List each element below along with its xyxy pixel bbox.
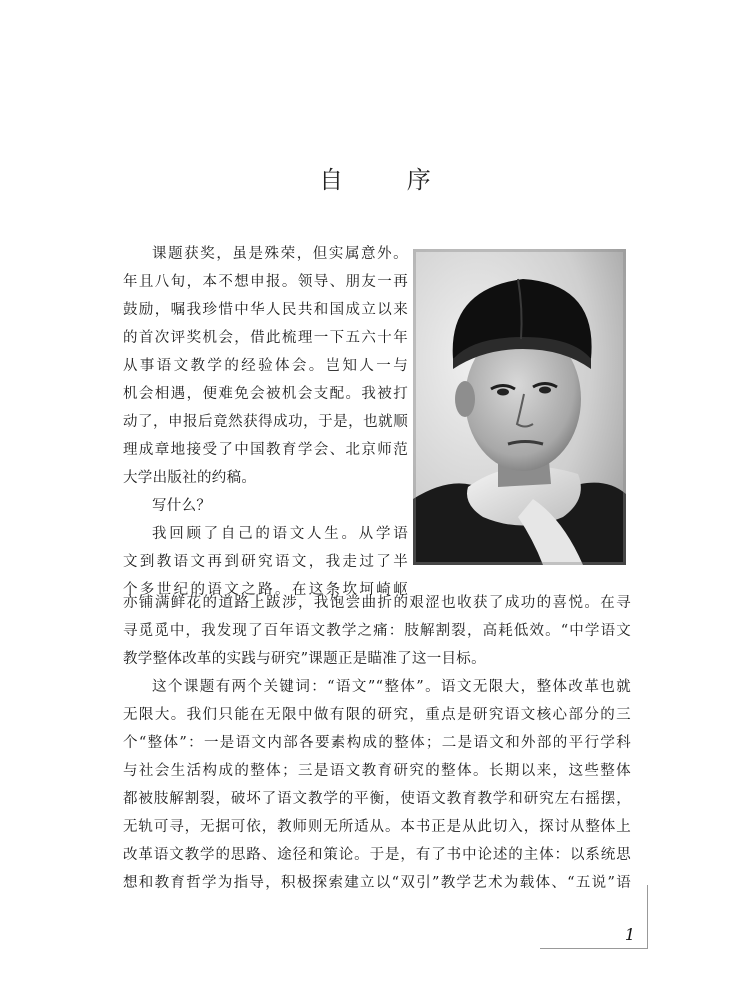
text-line: 无限大。我们只能在无限中做有限的研究，重点是研究语文核心部分的三: [123, 707, 631, 723]
text-line: 大学出版社的约稿。: [123, 470, 257, 486]
text-line: 与社会生活构成的整体；三是语文教育研究的整体。长期以来，这些整体: [123, 763, 631, 779]
text-line: 亦铺满鲜花的道路上跋涉，我饱尝曲折的艰涩也收获了成功的喜悦。在寻: [123, 595, 631, 611]
text-line: 机会相遇，便难免会被机会支配。我被打: [123, 386, 408, 402]
text-line: 改革语文教学的思路、途径和策论。于是，有了书中论述的主体：以系统思: [123, 847, 631, 863]
page-title: 自 序: [319, 166, 459, 194]
text-line: 课题获奖，虽是殊荣，但实属意外。: [152, 246, 408, 262]
page-number: 1: [624, 925, 635, 944]
intro-text-wide: [123, 589, 631, 897]
text-line: 无轨可寻，无据可依，教师则无所适从。本书正是从此切入，探讨从整体上: [123, 819, 631, 835]
text-line: 个“整体”：一是语文内部各要素构成的整体；二是语文和外部的平行学科: [123, 735, 631, 751]
text-line: 文到教语文再到研究语文，我走过了半: [123, 554, 408, 570]
text-line: 年且八旬，本不想申报。领导、朋友一再: [123, 274, 408, 290]
text-line: 鼓励，嘱我珍惜中华人民共和国成立以来: [123, 302, 408, 318]
text-line: 写什么？: [152, 498, 212, 514]
text-line: 理成章地接受了中国教育学会、北京师范: [123, 442, 408, 458]
text-line: 教学整体改革的实践与研究”课题正是瞄准了这一目标。: [123, 651, 486, 667]
text-line: 我回顾了自己的语文人生。从学语: [152, 526, 408, 542]
author-portrait-photo: [413, 249, 626, 565]
intro-text-narrow: [123, 240, 408, 604]
text-line: 这个课题有两个关键词：“语文”“整体”。语文无限大，整体改革也就: [152, 679, 631, 695]
text-line: 的首次评奖机会，借此梳理一下五六十年: [123, 330, 408, 346]
text-line: 想和教育哲学为指导，积极探索建立以“双引”教学艺术为载体、“五说”语: [123, 875, 631, 891]
text-line: 动了，申报后竟然获得成功，于是，也就顺: [123, 414, 408, 430]
text-line: 寻觅觅中，我发现了百年语文教学之痛：肢解割裂，高耗低效。“中学语文: [123, 623, 631, 639]
text-line: 都被肢解割裂，破坏了语文教学的平衡，使语文教育教学和研究左右摇摆，: [123, 791, 631, 807]
text-line: 从事语文教学的经验体会。岂知人一与: [123, 358, 408, 374]
page-number-box: [540, 885, 648, 949]
text-line: 个多世纪的语文之路。在这条坎坷崎岖: [123, 582, 408, 598]
